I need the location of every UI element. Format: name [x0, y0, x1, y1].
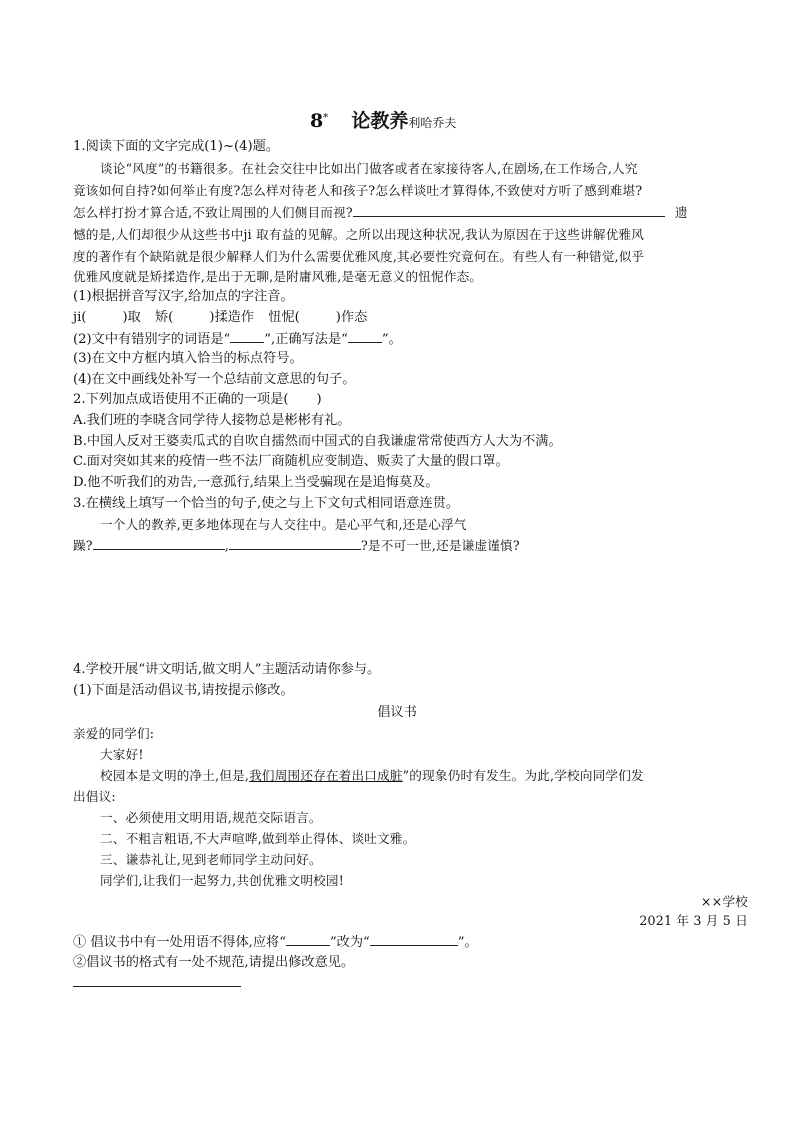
letter-paragraph-cont: 出倡议: [73, 789, 116, 804]
q1-correct-word-blank[interactable] [348, 329, 382, 343]
q1-passage-text: 遗 [674, 205, 688, 220]
q1-sub2-text: ”。 [381, 332, 402, 347]
q4-ans1-text: ”改为“ [329, 935, 370, 950]
q4-wrong-phrase-blank[interactable] [286, 932, 330, 946]
q2-option-d: D.他不听我们的劝告,一意孤行,结果上当受骗现在是追悔莫及。 [73, 475, 439, 490]
q1-sub3: (3)在文中方框内填入恰当的标点符号。 [73, 351, 303, 366]
q2-option-c: C.面对突如其来的疫情一些不法厂商随机应变制造、贩卖了大量的假口罩。 [73, 454, 509, 469]
q1-passage-line: 优雅风度就是矫揉造作,是出于无聊,是附庸风雅,是毫无意义的忸怩作态。 [73, 269, 483, 284]
q1-sub2-text: (2)文中有错别字的词语是“ [73, 332, 231, 347]
q4-correct-phrase-blank[interactable] [370, 932, 458, 946]
q4-ans2-blank[interactable] [73, 986, 241, 987]
q2-prompt-text: 2.下列加点成语使用不正确的一项是( [73, 392, 289, 407]
q1-passage-line: 憾的是,人们却很少从这些书中ji 取有益的见解。之所以出现这种状况,我认为原因在于这些讲解优雅风 [73, 227, 645, 242]
q1-item-text: 矫( [155, 310, 174, 325]
q1-sub1-items [73, 308, 367, 328]
q1-item-text: )揉造作 [209, 310, 255, 325]
q1-summary-blank[interactable] [353, 203, 665, 217]
letter-salutation: 亲爱的同学们: [73, 726, 155, 741]
q3-prompt: 3.在横线上填写一个恰当的句子,使之与上下文句式相同语意连贯。 [73, 496, 460, 511]
letter-text: 校园本是文明的净土,但是, [100, 768, 250, 783]
q4-prompt: 4.学校开展“讲文明话,做文明人”主题活动请你参与。 [73, 662, 381, 677]
lesson-name: 论教养 [351, 110, 409, 132]
q1-passage-line: 竟该如何自持?如何举止有度?怎么样对待老人和孩子?怎么样谈吐才算得体,不致使对方听了感到难堪? [73, 183, 643, 198]
q3-line [73, 536, 520, 556]
letter-item-1: 一、必须使用文明用语,规范交际语言。 [100, 810, 322, 825]
letter-paragraph [100, 766, 644, 786]
letter-signer: ××学校 [700, 894, 748, 909]
q4-ans1-text: ”。 [457, 935, 478, 950]
letter-item-3: 三、谦恭礼让,见到老师同学主动问好。 [100, 852, 322, 867]
lesson-number: 8 [310, 110, 324, 132]
q4-ans2: ②倡议书的格式有一处不规范,请提出修改意见。 [73, 955, 355, 970]
letter-item-2: 二、不粗言粗语,不大声喧哗,做到举止得体、谈吐文雅。 [100, 831, 416, 846]
q1-passage-text: 怎么样打扮才算合适,不致让周围的人们侧目而视? [73, 205, 353, 220]
letter-text: 为此,学校向同学们发 [524, 768, 644, 783]
q3-line-text: 躁? [73, 538, 93, 553]
q1-sub1: (1)根据拼音写汉字,给加点的字注音。 [73, 289, 294, 304]
q2-option-b: B.中国人反对王婆卖瓜式的自吹自擂然而中国式的自我谦虚常常使西方人大为不满。 [73, 434, 562, 449]
q1-passage-line: 度的著作有个缺陷就是很少解释人们为什么需要优雅风度,其必要性究竟何在。有些人有一种错觉,似乎 [73, 249, 645, 264]
q4-ans1 [73, 932, 478, 953]
lesson-author: 利哈乔夫 [408, 116, 457, 130]
q4-ans1-text: ① 倡议书中有一处用语不得体,应将“ [73, 935, 286, 950]
q1-item-text: 忸怩( [268, 310, 300, 325]
q3-line-text: ?是不可一世,还是谦虚谨慎? [360, 538, 520, 553]
letter-underlined-text: 我们周围还存在着出口成脏 [249, 768, 403, 783]
letter-text: ”的现象仍时有发生。 [402, 768, 525, 783]
q2-prompt-text: ) [316, 392, 322, 407]
letter-date: 2021 年 3 月 5 日 [639, 913, 748, 928]
letter-closing: 同学们,让我们一起努力,共创优雅文明校园! [100, 873, 344, 888]
letter-greeting: 大家好! [100, 747, 144, 762]
q1-passage-line [73, 203, 688, 223]
q1-item-text: )作态 [335, 310, 368, 325]
q2-option-a: A.我们班的李晓含同学待人接物总是彬彬有礼。 [73, 413, 351, 428]
q1-sub2 [73, 329, 402, 350]
lesson-title [310, 106, 456, 133]
q3-blank-2[interactable] [229, 536, 361, 550]
letter-title: 倡议书 [377, 705, 417, 720]
q3-blank-1[interactable] [93, 536, 225, 550]
q1-sub2-text: ”,正确写法是“ [264, 332, 348, 347]
q1-prompt: 1.阅读下面的文字完成(1)~(4)题。 [73, 139, 280, 154]
q1-item-text: )取 [122, 310, 141, 325]
q1-sub4: (4)在文中画线处补写一个总结前文意思的句子。 [73, 372, 356, 387]
q3-line: 一个人的教养,更多地体现在与人交往中。是心平气和,还是心浮气 [100, 517, 467, 532]
q3-line-text: , [224, 538, 229, 553]
q4-sub1: (1)下面是活动倡议书,请按提示修改。 [73, 683, 294, 698]
q1-passage-line: 谈论“风度”的书籍很多。在社会交往中比如出门做客或者在家接待客人,在剧场,在工作场合,人究 [100, 161, 638, 176]
q2-prompt [73, 390, 322, 410]
q1-item-text: ji( [73, 310, 87, 325]
lesson-star: * [323, 112, 329, 124]
q1-wrong-word-blank[interactable] [230, 329, 264, 343]
